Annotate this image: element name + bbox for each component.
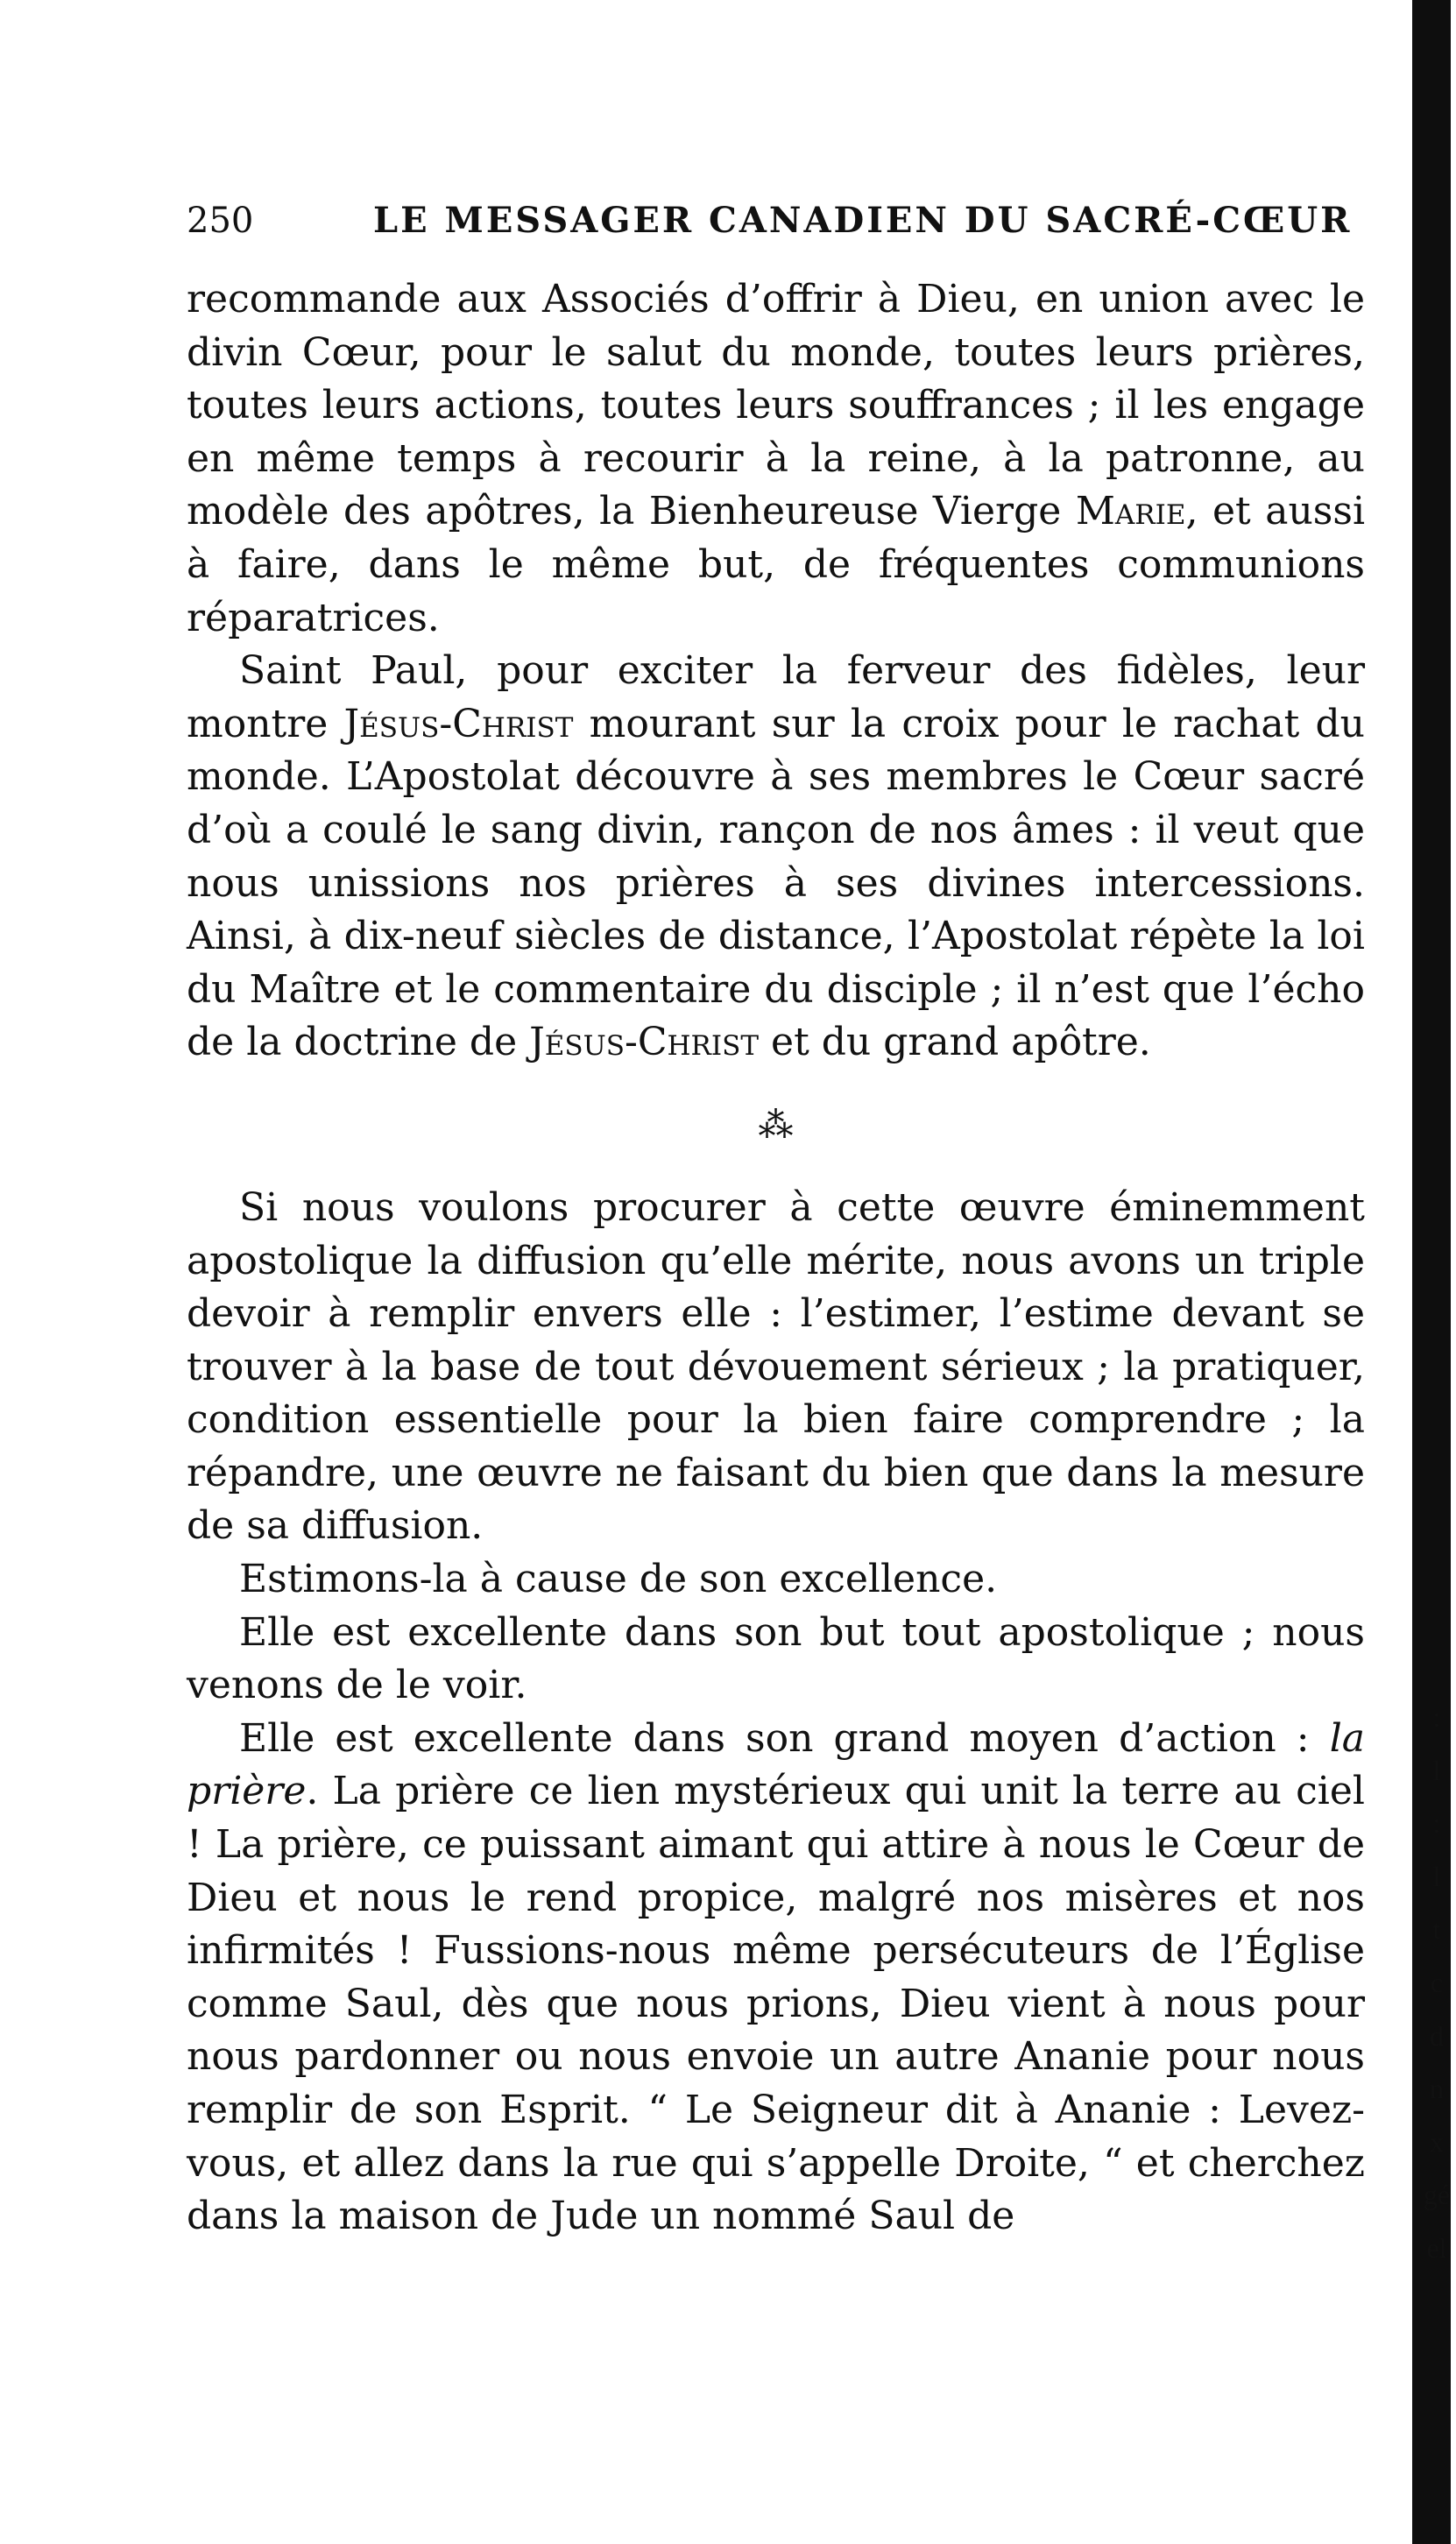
paragraph-text: mourant sur la croix pour le rachat du monde. L’Apostolat découvre à ses membres le Cœur sacré d’où a coulé le sang divin, rançon de nos âmes : il veut que nous unissions nos prières à ses divines intercessions. Ainsi, à dix-neuf siècles de distance, l’Apostolat répète la loi du Maître et le commentaire du disciple ; il n’est que l’écho de la doctrine de — [187, 701, 1365, 1065]
margin-fragment: t — [1432, 1913, 1441, 1946]
paragraph: Si nous voulons procurer à cette œuvre éminemment apostolique la diffusion qu’elle mérite, nous avons un triple devoir à remplir envers elle : l’estimer, l’estime devant se trouver à la base de tout dévouement sérieux ; la pratiquer, condition essentielle pour la bien faire comprendre ; la répandre, une œuvre ne faisant du bien que dans la mesure de sa diffusion. — [187, 1184, 1365, 1549]
margin-fragment: : — [1432, 1807, 1441, 1840]
paragraph-text: Elle est excellente dans son grand moyen d’action : — [239, 1715, 1330, 1761]
paragraph-text: recommande aux Associés d’offrir à Dieu, en union avec le divin Cœur, pour le salut du monde, toutes leurs prières, toutes leurs actions, toutes leurs souffrances ; il les engage en même temps à recourir à la reine, à la patronne, au modèle des apôtres, la Bienheureuse Vierge — [187, 277, 1365, 534]
paragraph-text: Saint Paul, pour exciter la ferveur des fidèles, leur montre — [187, 648, 1365, 746]
paragraph: Elle est excellente dans son but tout apostolique ; nous venons de le voir. — [187, 1609, 1365, 1708]
paragraph — [187, 273, 1365, 645]
margin-fragment: d — [1430, 2019, 1444, 2052]
page-number: 250 — [187, 201, 254, 241]
margin-fragment: gé — [1423, 2179, 1451, 2211]
paragraph — [187, 645, 1365, 1070]
margin-fragment: l — [1432, 1860, 1441, 1892]
margin-fragment: n — [1430, 2073, 1444, 2105]
margin-fragment: l — [1432, 1754, 1441, 1786]
small-caps-name: Jésus-Christ — [343, 701, 574, 746]
small-caps-name: Marie — [1075, 489, 1186, 534]
margin-fragment: c — [1430, 1966, 1444, 1998]
section-separator — [187, 1070, 1365, 1182]
page-header — [187, 194, 1365, 247]
paragraph-text: . La prière ce lien mystérieux qui unit la terre au ciel ! La prière, ce puissant aimant qui attire à nous le Cœur de Dieu et nous le rend propice, malgré nos misères et nos infirmités ! Fussions-nous même persécuteurs de l’Église comme Saul, dès que nous prions, Dieu vient à nous pour nous pardonner ou nous envoie un autre Ananie pour nous remplir de son Esprit. “ Le Seigneur dit à Ananie : Levez-vous, et allez dans la rue qui s’appelle Droite, “ et cherchez dans la maison de Jude un nommé Saul de — [187, 1769, 1365, 2239]
italic-text: la prière — [187, 1715, 1365, 1814]
margin-fragments — [1417, 1691, 1456, 2275]
paragraph: Estimons-la à cause de son excellence. — [239, 1557, 998, 1602]
small-caps-name: Jésus-Christ — [529, 1020, 760, 1065]
running-title: LE MESSAGER CANADIEN DU SACRÉ-CŒUR — [373, 200, 1353, 241]
body-text — [187, 273, 1365, 2244]
margin-fragment: el — [1426, 2231, 1447, 2264]
paragraph-text: , et aussi à faire, dans le même but, de fréquentes communions réparatrices. — [187, 489, 1366, 640]
margin-fragment: : — [1432, 1701, 1441, 1733]
paragraph — [187, 1713, 1365, 2244]
paragraph-text: et du grand apôtre. — [759, 1020, 1151, 1065]
margin-fragment: x — [1430, 2125, 1444, 2158]
asterism-icon: ⁂ — [758, 1105, 794, 1146]
